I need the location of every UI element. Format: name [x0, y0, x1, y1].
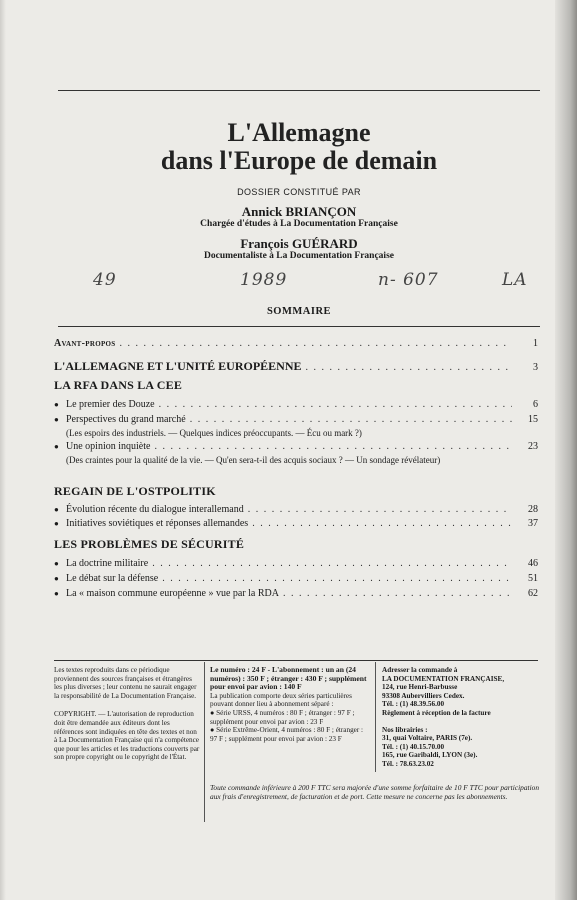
leader-dots [159, 399, 512, 410]
toc-section-title: L'ALLEMAGNE ET L'UNITÉ EUROPÉENNE [54, 359, 302, 373]
toc-page: 1 [533, 338, 538, 349]
bullet-icon: ● [54, 519, 59, 528]
footer-column-prices [210, 666, 368, 743]
footer-libraries-heading: Nos librairies : [382, 725, 428, 734]
footer-library-line: 31, quai Voltaire, PARIS (7e). [382, 734, 473, 743]
toc-item[interactable] [54, 504, 538, 515]
toc-item[interactable] [54, 558, 538, 569]
toc-label: Le débat sur la défense [66, 573, 159, 584]
handwritten-year: 1989 [240, 270, 288, 290]
leader-dots [248, 504, 512, 515]
toc-item[interactable] [54, 414, 538, 425]
toc-label: La doctrine militaire [66, 558, 149, 569]
toc-item-detail: (Les espoirs des industriels. — Quelques indices préoccupants. — Écu ou mark ?) [66, 428, 362, 438]
bullet-icon: ● [54, 400, 59, 409]
toc-label: Initiatives soviétiques et réponses allemandes [66, 518, 249, 529]
leader-dots [283, 588, 512, 599]
author-1-name: Annick BRIANÇON [241, 204, 357, 219]
leader-dots [152, 558, 512, 569]
footer-rule [54, 660, 538, 661]
bullet-icon: ● [54, 505, 59, 514]
toc-item[interactable] [54, 573, 538, 584]
footer-series-urss: Série URSS, 4 numéros : 80 F ; étranger : 97 F ; supplément pour envoi par avion : 23 F [210, 708, 355, 726]
footer-prices: Le numéro : 24 F - L'abonnement : un an (24 numéros) : 350 F ; étranger : 430 F ; supplément pour envoi par avion : 140 F [210, 665, 367, 692]
bullet-icon: ● [54, 442, 59, 451]
footer-address-line: Règlement à réception de la facture [382, 708, 491, 717]
bullet-icon: ● [54, 415, 59, 424]
toc-item-detail: (Des craintes pour la qualité de la vie. — Qu'en sera-t-il des acquis sociaux ? — Un sondage révélateur) [66, 455, 441, 465]
toc-page: 23 [528, 441, 538, 452]
footer-series-extreme-orient: Série Extrême-Orient, 4 numéros : 80 F ; étranger : 97 F ; supplément pour envoi par avion : 23 F [210, 726, 364, 743]
leader-dots [252, 518, 512, 529]
sommaire-heading: SOMMAIRE [266, 306, 332, 317]
footer-library-line: Tél. : (1) 40.15.70.00 [382, 742, 445, 751]
author-2-role: Documentaliste à La Documentation Française [204, 251, 394, 261]
footer-library-line: Tél. : 78.63.23.02 [382, 759, 434, 768]
toc-page: 6 [533, 399, 538, 410]
toc-label: La « maison commune européenne » vue par la RDA [66, 588, 279, 599]
page-binding-shadow [555, 0, 577, 900]
sommaire-rule [58, 326, 540, 327]
toc-page: 51 [528, 573, 538, 584]
toc-section-unite[interactable] [54, 359, 538, 374]
bullet-icon: ● [210, 726, 217, 735]
toc-item[interactable] [54, 441, 538, 452]
handwritten-issue: n- 607 [378, 270, 439, 290]
toc-page: 15 [528, 414, 538, 425]
dossier-label: DOSSIER CONSTITUÉ PAR [237, 187, 361, 197]
toc-item[interactable] [54, 518, 538, 529]
toc-page: 3 [533, 362, 538, 373]
column-divider [375, 662, 376, 772]
footer-series-intro: La publication comporte deux séries particulières pouvant donner lieu à abonnement séparé : [210, 691, 352, 709]
toc-avant-propos[interactable] [54, 338, 538, 349]
footer-address-line: 93308 Aubervilliers Cedex. [382, 691, 465, 700]
toc-page: 62 [528, 588, 538, 599]
toc-item[interactable] [54, 399, 538, 410]
footer-copyright: COPYRIGHT. — L'autorisation de reproduction doit être demandée aux éditeurs dont les références sont indiquées en tête des textes et non à La Documentation Française qui n'a compétence que pour les articles et les traductions couverts par son propre copyright ou le copyright de l'État. [54, 710, 200, 762]
handwritten-code: LA [502, 270, 528, 290]
bullet-icon: ● [54, 574, 59, 583]
toc-section-securite: LES PROBLÈMES DE SÉCURITÉ [54, 537, 245, 551]
leader-dots [119, 338, 512, 349]
top-rule [58, 90, 540, 91]
toc-item[interactable] [54, 588, 538, 599]
toc-section-ostpolitik: REGAIN DE L'OSTPOLITIK [54, 484, 216, 498]
leader-dots [306, 362, 513, 373]
toc-page: 28 [528, 504, 538, 515]
bullet-icon: ● [210, 708, 217, 717]
toc-section-rfa-cee: LA RFA DANS LA CEE [54, 378, 183, 392]
toc-label: Perspectives du grand marché [66, 414, 186, 425]
toc-page: 46 [528, 558, 538, 569]
author-1-role: Chargée d'études à La Documentation Française [200, 219, 398, 229]
footer-disclaimer: Les textes reproduits dans ce périodique proviennent des sources françaises et étrangères les plus diverses ; leur contenu ne saurait engager la responsabilité de La Documentation Française. [54, 666, 197, 700]
toc-page: 37 [528, 518, 538, 529]
author-2-name: François GUÉRARD [240, 236, 358, 251]
footer-address-line: 124, rue Henri-Barbusse [382, 683, 458, 692]
page-left-edge [0, 0, 6, 900]
footer-library-line: 165, rue Garibaldi, LYON (3e). [382, 751, 478, 760]
footer-address-line: LA DOCUMENTATION FRANÇAISE, [382, 674, 505, 683]
toc-label: Une opinion inquiète [66, 441, 151, 452]
footer-column-legal [54, 666, 200, 762]
leader-dots [154, 441, 512, 452]
column-divider [204, 662, 205, 822]
handwritten-number: 49 [93, 270, 117, 290]
toc-label: Évolution récente du dialogue interallemand [66, 504, 244, 515]
bullet-icon: ● [54, 589, 59, 598]
bullet-icon: ● [54, 559, 59, 568]
title-line-2: dans l'Europe de demain [160, 146, 438, 175]
footer-order-heading: Adresser la commande à [382, 666, 458, 674]
leader-dots [162, 573, 512, 584]
footer-order-note: Toute commande inférieure à 200 F TTC sera majorée d'une somme forfaitaire de 10 F TTC pour participation aux frais d'enregistrement, de facturation et de port. Cette mesure ne concerne pas les abonnements. [210, 783, 540, 801]
footer-column-orders [382, 666, 540, 769]
leader-dots [190, 414, 512, 425]
footer-address-line: Tél. : (1) 48.39.56.00 [382, 700, 445, 709]
toc-label: Avant-propos [54, 338, 116, 349]
toc-label: Le premier des Douze [66, 399, 155, 410]
title-line-1: L'Allemagne [227, 118, 371, 147]
